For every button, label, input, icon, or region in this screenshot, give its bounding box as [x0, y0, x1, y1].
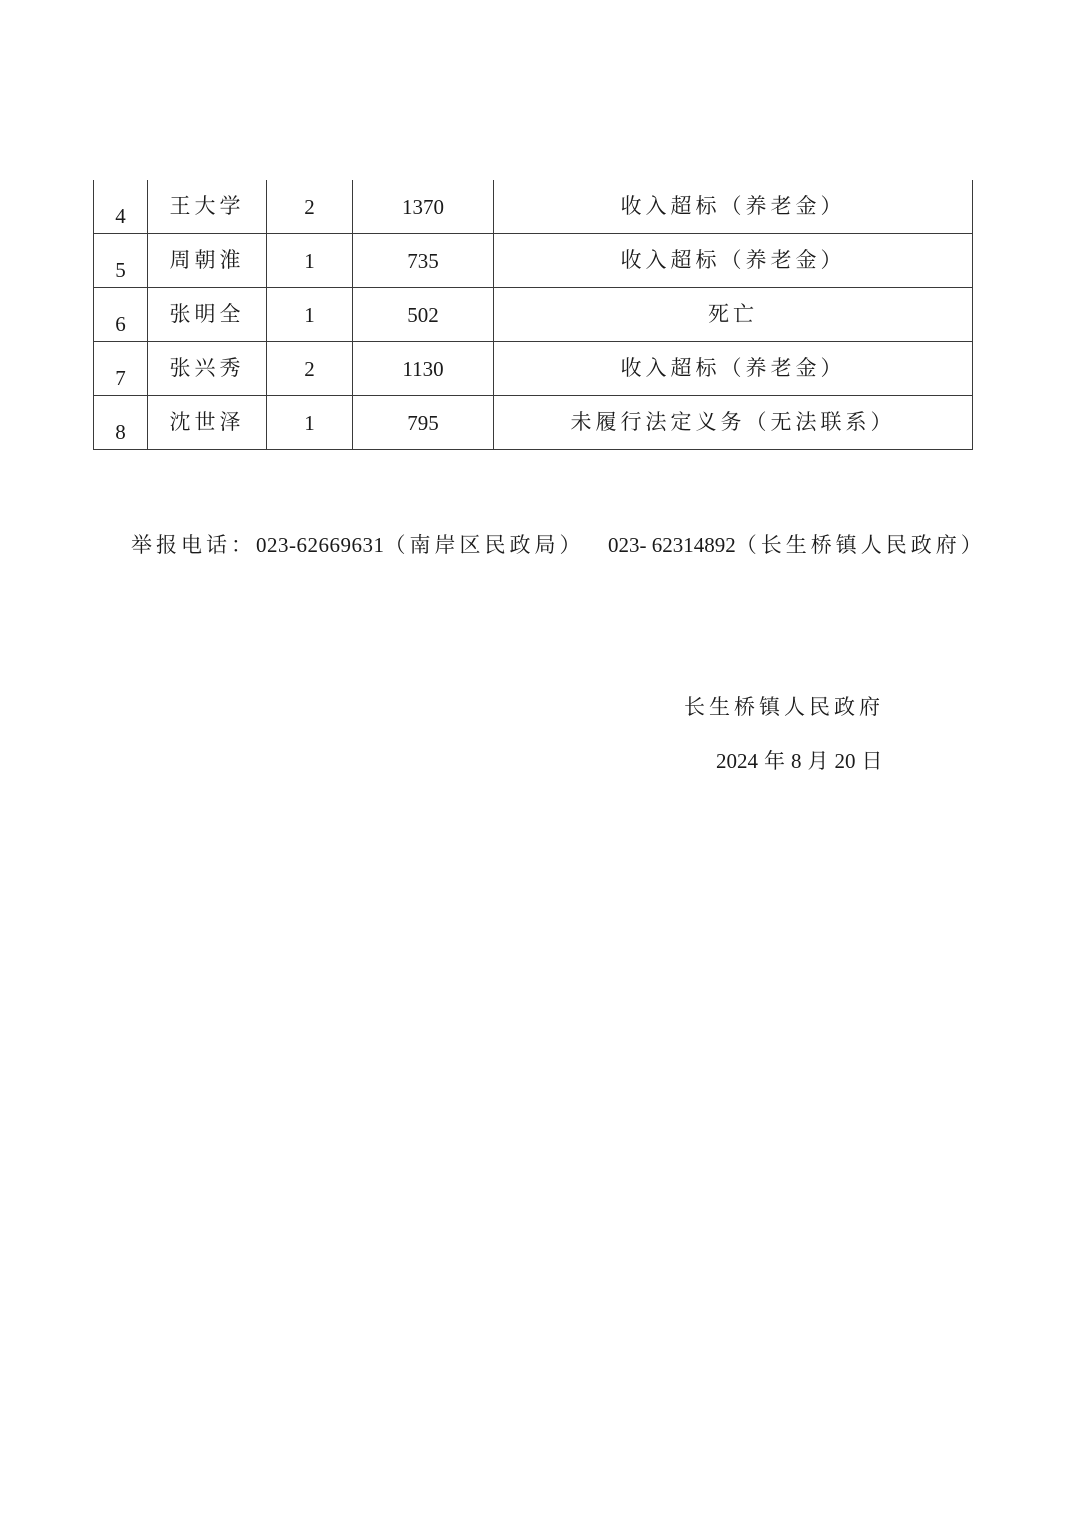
row-index: 8	[94, 396, 148, 450]
date-month: 8	[791, 749, 802, 773]
row-people: 2	[267, 342, 353, 396]
row-people: 1	[267, 396, 353, 450]
row-amount: 1370	[353, 180, 494, 234]
cancellation-table	[93, 180, 973, 450]
table-row	[94, 288, 973, 342]
row-index: 6	[94, 288, 148, 342]
report-hotline-secondary	[608, 529, 986, 559]
row-reason: 收入超标（养老金）	[494, 234, 973, 288]
row-people: 1	[267, 288, 353, 342]
row-index: 7	[94, 342, 148, 396]
row-people: 1	[267, 234, 353, 288]
hotline-phone-1: 023-62669631	[256, 533, 385, 557]
table-row	[94, 342, 973, 396]
table-row	[94, 396, 973, 450]
hotline-label: 举报电话：	[131, 533, 256, 557]
hotline-org-2: （长生桥镇人民政府）	[735, 533, 986, 557]
issuing-organization: 长生桥镇人民政府	[684, 695, 884, 719]
hotline-org-1: （南岸区民政局）	[384, 533, 585, 557]
row-name: 周朝淮	[148, 234, 267, 288]
table-row	[94, 234, 973, 288]
row-reason: 未履行法定义务（无法联系）	[494, 396, 973, 450]
row-amount: 795	[353, 396, 494, 450]
row-reason: 死亡	[494, 288, 973, 342]
row-index: 4	[94, 180, 148, 234]
report-hotline-primary	[131, 529, 585, 559]
date-month-char: 月	[807, 749, 829, 773]
row-people: 2	[267, 180, 353, 234]
row-amount: 502	[353, 288, 494, 342]
row-name: 张兴秀	[148, 342, 267, 396]
row-amount: 1130	[353, 342, 494, 396]
date-day-char: 日	[861, 749, 883, 773]
row-name: 张明全	[148, 288, 267, 342]
row-reason: 收入超标（养老金）	[494, 180, 973, 234]
date-year: 2024	[716, 749, 758, 773]
row-amount: 735	[353, 234, 494, 288]
hotline-phone-2: 023- 62314892	[608, 533, 736, 557]
row-name: 王大学	[148, 180, 267, 234]
issue-date	[716, 745, 889, 775]
row-index: 5	[94, 234, 148, 288]
date-day: 20	[834, 749, 856, 773]
row-name: 沈世泽	[148, 396, 267, 450]
row-reason: 收入超标（养老金）	[494, 342, 973, 396]
table-row	[94, 180, 973, 234]
date-year-char: 年	[764, 749, 785, 773]
